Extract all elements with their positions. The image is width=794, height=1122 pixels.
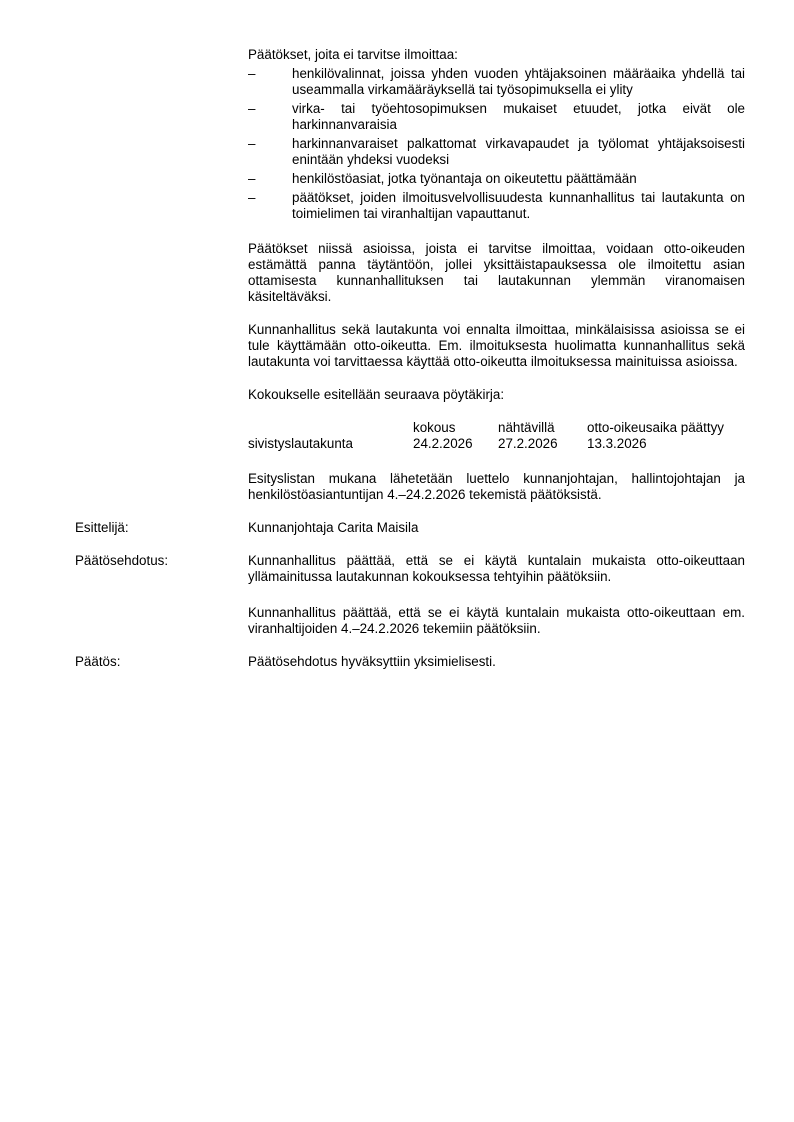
field-label: Päätösehdotus: (75, 553, 169, 568)
table-header-cell: otto-oikeusaika päättyy (587, 420, 724, 435)
list-item (248, 101, 745, 133)
paatosehdotus-paragraph-2: Kunnanhallitus päättää, että se ei käytä kuntalain mukaista otto-oikeuttaan em. viranhaltijoiden 4.–24.2.2026 tekemiin päätöksiin. (248, 605, 745, 636)
table-cell-board: sivistyslautakunta (248, 436, 353, 451)
field-value-esittelija: Kunnanjohtaja Carita Maisila (248, 520, 419, 535)
field-label: Esittelijä: (75, 520, 129, 535)
list-item (248, 66, 745, 98)
table-header-cell: kokous (413, 420, 456, 435)
field-paatos (0, 654, 794, 670)
list-item-text: harkinnanvaraiset palkattomat virkavapaudet ja työlomat yhtäjaksoisesti enintään yhdeksi vuodeksi (292, 136, 745, 167)
minutes-table (248, 420, 745, 452)
paragraph-esityslista: Esityslistan mukana lähetetään luettelo kunnanjohtajan, hallintojohtajan ja henkilöstöasiantuntijan 4.–24.2.2026 tekemistä päätöksistä. (248, 471, 745, 502)
list-item (248, 171, 745, 187)
list-item-text: päätökset, joiden ilmoitusvelvollisuudesta kunnanhallitus tai lautakunta on toimielimen tai viranhaltijan vapauttanut. (292, 190, 745, 221)
list-item-text: henkilövalinnat, joissa yhden vuoden yhtäjaksoinen määräaika yhdellä tai useammalla virkamääräyksellä tai työsopimuksella ei ylity (292, 66, 745, 97)
table-header-cell: nähtävillä (498, 420, 555, 435)
field-label: Päätös: (75, 654, 121, 669)
paragraph-kokoukselle: Kokoukselle esitellään seuraava pöytäkirja: (248, 387, 505, 402)
paragraph-otto-oikeus: Päätökset niissä asioissa, joista ei tarvitse ilmoittaa, voidaan otto-oikeuden estämättä panna täytäntöön, jollei yksittäistapauksessa ole ilmoitettu asian ottamisesta kunnanhallituksen tai lautakunnan ylemmän viranomaisen käsiteltäväksi. (248, 241, 745, 304)
field-esittelija (0, 520, 794, 536)
dash-list-marker: – (248, 171, 256, 186)
list-item-text: henkilöstöasiat, jotka työnantaja on oikeutettu päättämään (292, 171, 637, 186)
intro-paragraph: Päätökset, joita ei tarvitse ilmoittaa: (248, 47, 458, 62)
body-content (248, 47, 745, 520)
paragraph-ennalta-ilmoitus: Kunnanhallitus sekä lautakunta voi ennalta ilmoittaa, minkälaisissa asioissa se ei tule käyttämään otto-oikeutta. Em. ilmoituksesta huolimatta kunnanhallitus sekä lautakunta voi tarvittaessa käyttää otto-oikeutta ilmoituksessa mainituissa asioissa. (248, 322, 745, 369)
dash-list-marker: – (248, 101, 256, 116)
dash-list-marker: – (248, 66, 256, 81)
table-cell-available-date: 27.2.2026 (498, 436, 558, 451)
table-row (248, 436, 745, 452)
dash-list-marker: – (248, 136, 256, 151)
table-cell-deadline-date: 13.3.2026 (587, 436, 647, 451)
list-item (248, 136, 745, 168)
list-item-text: virka- tai työehtosopimuksen mukaiset etuudet, jotka eivät ole harkinnanvaraisia (292, 101, 745, 132)
table-header-row (248, 420, 745, 436)
table-cell-meeting-date: 24.2.2026 (413, 436, 473, 451)
field-paatosehdotus (0, 553, 794, 637)
decision-exclusion-list (248, 66, 745, 222)
list-item (248, 190, 745, 222)
dash-list-marker: – (248, 190, 256, 205)
table-header-cell (248, 420, 413, 436)
field-value-paatos: Päätösehdotus hyväksyttiin yksimielisesti. (248, 654, 496, 669)
body-section (0, 47, 794, 520)
paatosehdotus-paragraph-1: Kunnanhallitus päättää, että se ei käytä kuntalain mukaista otto-oikeuttaan yllämainitussa lautakunnan kokouksessa tehtyihin päätöksiin. (248, 553, 745, 584)
